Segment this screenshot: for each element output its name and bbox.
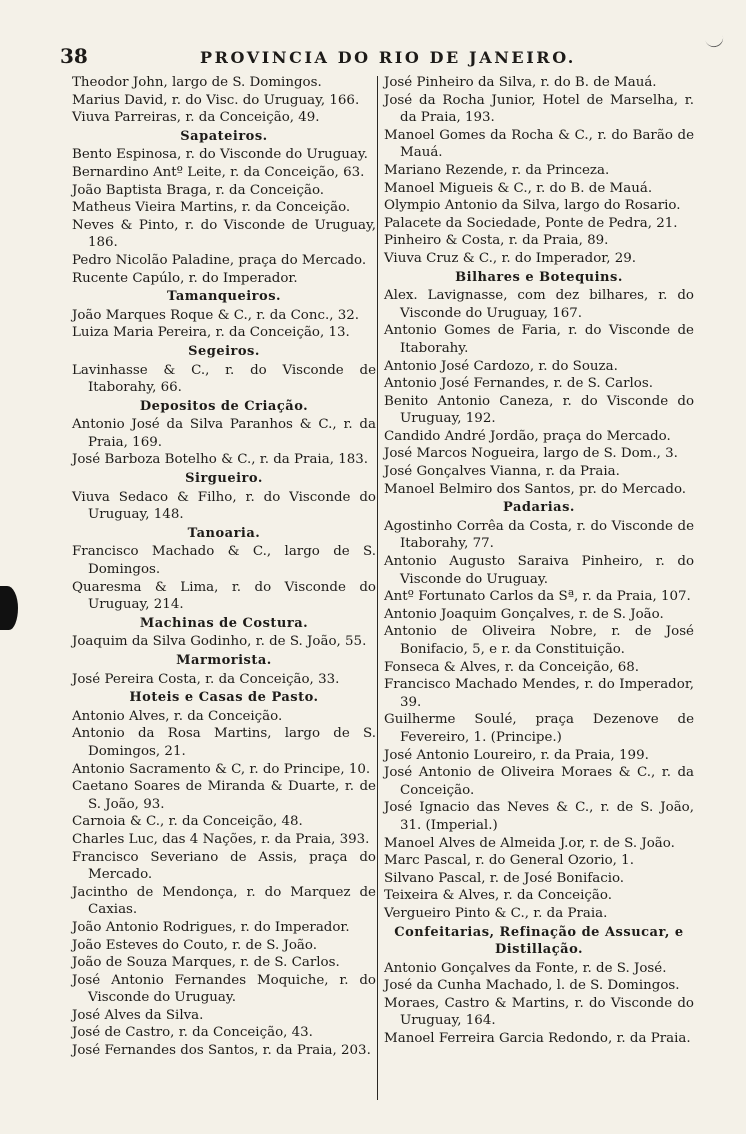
directory-entry: José Pinheiro da Silva, r. do B. de Mauá. — [384, 75, 657, 90]
directory-entry: José Gonçalves Vianna, r. da Praia. — [384, 464, 620, 480]
directory-entry: Pinheiro & Costa, r. da Praia, 89. — [384, 233, 609, 249]
directory-entry: Palacete da Sociedade, Ponte de Pedra, 21. — [384, 215, 678, 231]
page-corner-mark — [705, 34, 725, 49]
right-column — [384, 74, 694, 1048]
directory-entry: Moraes, Castro & Martins, r. do Visconde do Uruguay, 164. — [384, 995, 694, 1029]
directory-entry: Silvano Pascal, r. de José Bonifacio. — [384, 870, 625, 886]
directory-entry: Bernardino Antº Leite, r. da Conceição, 63. — [72, 164, 365, 180]
directory-entry: João Antonio Rodrigues, r. do Imperador. — [72, 919, 350, 935]
section-heading: Segeiros. — [188, 343, 260, 359]
section-heading: Machinas de Costura. — [139, 615, 309, 631]
directory-entry: Manoel Ferreira Garcia Redondo, r. da Praia. — [384, 1031, 691, 1047]
directory-entry: José Alves da Silva. — [72, 1007, 204, 1023]
section-heading: Tamanqueiros. — [166, 289, 282, 305]
directory-entry: Joaquim da Silva Godinho, r. de S. João, 55. — [72, 634, 367, 650]
directory-entry: Neves & Pinto, r. do Visconde de Uruguay, 186. — [72, 217, 376, 251]
running-title: PROVINCIA DO RIO DE JANEIRO. — [200, 48, 576, 67]
directory-entry: José Barboza Botelho & C., r. da Praia, 183. — [72, 452, 369, 468]
directory-entry: Viuva Sedaco & Filho, r. do Visconde do Uruguay, 148. — [72, 489, 376, 523]
directory-entry: José Antonio Fernandes Moquiche, r. do Visconde do Uruguay. — [72, 972, 376, 1006]
section-heading: Sapateiros. — [180, 128, 268, 144]
directory-entry: João Baptista Braga, r. da Conceição. — [72, 182, 325, 198]
directory-entry: João de Souza Marques, r. de S. Carlos. — [72, 955, 340, 971]
directory-entry: Luiza Maria Pereira, r. da Conceição, 13. — [72, 325, 350, 341]
directory-entry: Francisco Machado & C., largo de S. Domingos. — [72, 544, 376, 578]
directory-entry: Jacintho de Mendonça, r. do Marquez de Caxias. — [72, 884, 376, 918]
directory-entry: Antonio Joaquim Gonçalves, r. de S. João. — [384, 606, 664, 622]
page-number: 38 — [60, 44, 88, 68]
directory-entry: José Ignacio das Neves & C., r. de S. João, 31. (Imperial.) — [384, 800, 694, 833]
directory-entry: Antonio Gonçalves da Fonte, r. de S. José. — [384, 960, 667, 976]
directory-entry: Viuva Parreiras, r. da Conceição, 49. — [72, 110, 320, 126]
directory-entry: Candido André Jordão, praça do Mercado. — [384, 428, 671, 444]
directory-entry: Rucente Capúlo, r. do Imperador. — [72, 270, 298, 286]
directory-entry: João Esteves do Couto, r. de S. João. — [72, 937, 317, 953]
directory-entry: Francisco Machado Mendes, r. do Imperador, 39. — [384, 677, 694, 710]
section-heading: Marmorista. — [176, 653, 272, 668]
directory-entry: Antonio José da Silva Paranhos & C., r. da Praia, 169. — [72, 417, 376, 450]
directory-entry: Mariano Rezende, r. da Princeza. — [384, 162, 610, 178]
directory-entry: José Marcos Nogueira, largo de S. Dom., 3. — [384, 446, 678, 462]
directory-entry: Manoel Alves de Almeida J.or, r. de S. João. — [384, 835, 675, 851]
section-heading: Hoteis e Casas de Pasto. — [129, 690, 319, 706]
directory-entry: Antonio de Oliveira Nobre, r. de José Bonifacio, 5, e r. da Constituição. — [384, 624, 694, 657]
directory-entry: Antonio Alves, r. da Conceição. — [72, 708, 283, 724]
directory-entry: Marc Pascal, r. do General Ozorio, 1. — [384, 853, 634, 869]
directory-entry: Manoel Belmiro dos Santos, pr. do Mercado. — [384, 481, 687, 497]
directory-entry: Bento Espinosa, r. do Visconde do Uruguay. — [72, 147, 368, 163]
directory-entry: Manoel Migueis & C., r. do B. de Mauá. — [384, 180, 653, 196]
directory-entry: Quaresma & Lima, r. do Visconde do Uruguay, 214. — [72, 579, 376, 613]
directory-entry: Antº Fortunato Carlos da Sª, r. da Praia, 107. — [384, 589, 691, 605]
directory-entry: Viuva Cruz & C., r. do Imperador, 29. — [384, 250, 637, 266]
directory-entry: José da Cunha Machado, l. de S. Domingos. — [384, 978, 680, 994]
directory-entry: Charles Luc, das 4 Nações, r. da Praia, 393. — [72, 831, 370, 847]
directory-entry: Antonio José Cardozo, r. do Souza. — [384, 358, 618, 374]
directory-entry: José Fernandes dos Santos, r. da Praia, 203. — [72, 1043, 371, 1059]
directory-entry: Theodor John, largo de S. Domingos. — [72, 75, 322, 90]
section-heading: Padarias. — [503, 500, 575, 516]
section-heading: Bilhares e Botequins. — [455, 269, 623, 285]
column-divider — [377, 76, 378, 1100]
section-heading: Depositos de Criação. — [139, 398, 309, 414]
directory-entry: José Antonio Loureiro, r. da Praia, 199. — [384, 747, 649, 763]
directory-entry: Antonio Augusto Saraiva Pinheiro, r. do Visconde do Uruguay. — [384, 554, 694, 587]
page-header — [60, 44, 700, 70]
directory-entry: José Antonio de Oliveira Moraes & C., r. da Conceição. — [384, 765, 694, 798]
directory-entry: Francisco Severiano de Assis, praça do Mercado. — [72, 849, 376, 883]
directory-entry: Vergueiro Pinto & C., r. da Praia. — [384, 905, 608, 921]
directory-entry: Pedro Nicolão Paladine, praça do Mercado. — [72, 252, 367, 268]
directory-entry: Guilherme Soulé, praça Dezenove de Fevereiro, 1. (Principe.) — [384, 712, 694, 745]
left-column — [72, 74, 376, 1060]
section-heading: Tanoaria. — [187, 525, 261, 541]
directory-entry: José da Rocha Junior, Hotel de Marselha, r. da Praia, 193. — [384, 92, 694, 126]
directory-entry: Lavinhasse & C., r. do Visconde de Itaborahy, 66. — [72, 362, 376, 396]
directory-entry: Antonio José Fernandes, r. de S. Carlos. — [384, 376, 653, 392]
directory-entry: Caetano Soares de Miranda & Duarte, r. de S. João, 93. — [72, 779, 376, 812]
directory-entry: Carnoia & C., r. da Conceição, 48. — [72, 814, 303, 830]
directory-entry: Matheus Vieira Martins, r. da Conceição. — [72, 200, 351, 216]
section-heading: Confeitarias, Refinação de Assucar, e Distillação. — [394, 924, 684, 958]
directory-entry: Alex. Lavignasse, com dez bilhares, r. do Visconde do Uruguay, 167. — [384, 288, 694, 321]
ink-blot — [0, 586, 18, 630]
directory-entry: Agostinho Corrêa da Costa, r. do Visconde de Itaborahy, 77. — [384, 518, 694, 552]
directory-entry: Teixeira & Alves, r. da Conceição. — [384, 888, 612, 904]
directory-entry: Manoel Gomes da Rocha & C., r. do Barão de Mauá. — [384, 127, 694, 161]
directory-entry: José de Castro, r. da Conceição, 43. — [72, 1025, 313, 1041]
directory-entry: Antonio Gomes de Faria, r. do Visconde de Itaborahy. — [384, 323, 694, 356]
section-heading: Sirgueiro. — [185, 471, 263, 487]
directory-entry: Antonio Sacramento & C, r. do Principe, 10. — [72, 761, 371, 777]
directory-entry: José Pereira Costa, r. da Conceição, 33. — [72, 671, 340, 687]
directory-entry: Marius David, r. do Visc. do Uruguay, 166. — [72, 92, 360, 108]
directory-entry: Benito Antonio Caneza, r. do Visconde do Uruguay, 192. — [384, 393, 694, 427]
directory-entry: Fonseca & Alves, r. da Conceição, 68. — [384, 659, 640, 675]
directory-entry: Antonio da Rosa Martins, largo de S. Domingos, 21. — [72, 726, 376, 759]
directory-entry: João Marques Roque & C., r. da Conc., 32. — [72, 307, 360, 323]
directory-entry: Olympio Antonio da Silva, largo do Rosario. — [384, 198, 681, 214]
